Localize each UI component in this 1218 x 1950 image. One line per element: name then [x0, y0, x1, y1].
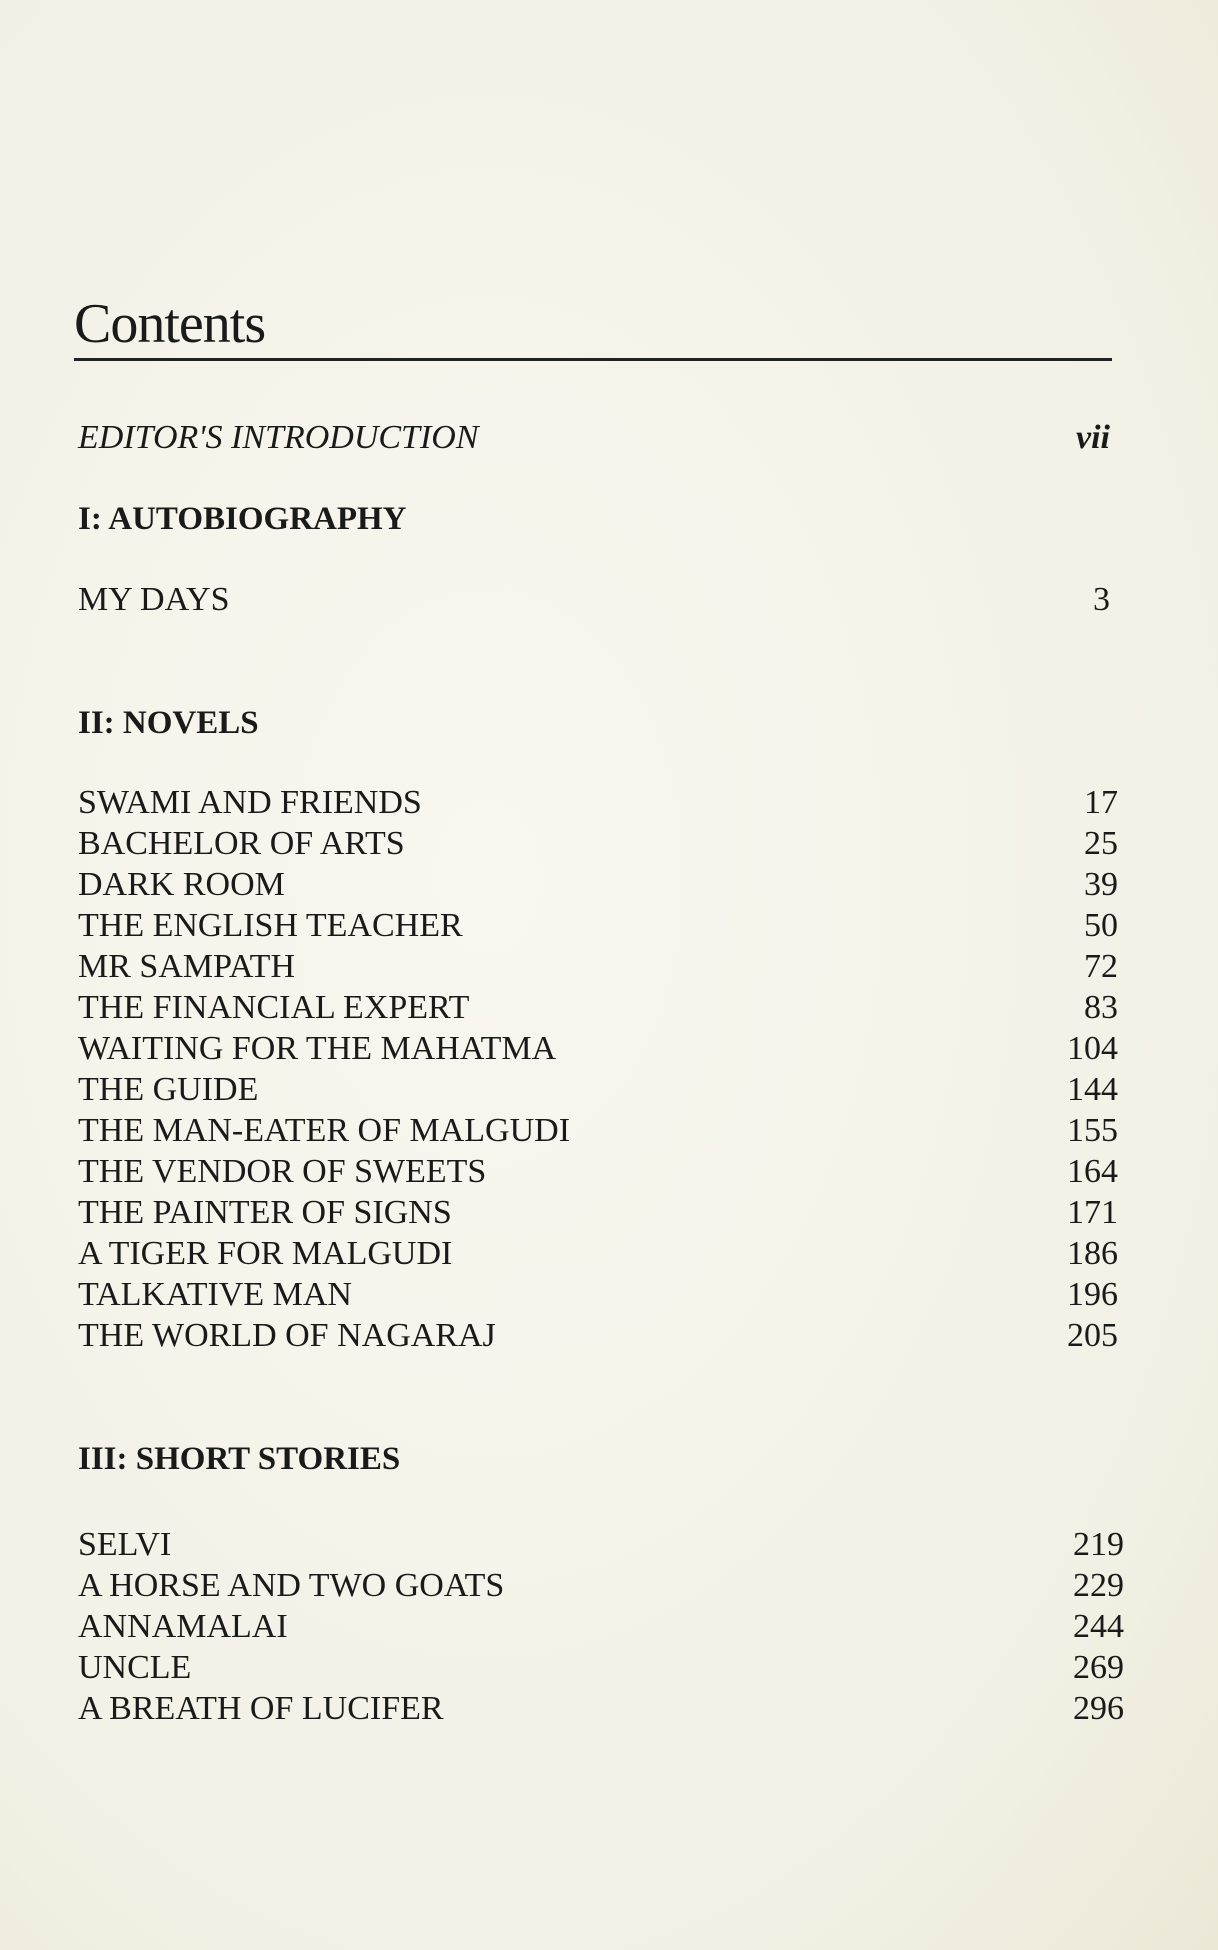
entry-label: MR SAMPATH — [78, 948, 295, 985]
title-rule — [74, 358, 1112, 361]
entry-label: TALKATIVE MAN — [78, 1276, 352, 1313]
entry-page: 164 — [1067, 1153, 1118, 1190]
toc-entry — [78, 864, 1118, 905]
page-title: Contents — [74, 293, 266, 355]
entry-page: 171 — [1067, 1194, 1118, 1231]
toc-entry — [78, 1069, 1118, 1110]
novels-list — [78, 782, 1118, 1356]
toc-entry — [78, 1274, 1118, 1315]
toc-entry — [78, 1606, 1124, 1647]
toc-entry — [78, 1565, 1124, 1606]
entry-page: 17 — [1084, 784, 1118, 821]
section-heading: III: SHORT STORIES — [78, 1441, 401, 1477]
toc-entry — [78, 1110, 1118, 1151]
section-heading: II: NOVELS — [78, 705, 259, 741]
entry-page: 3 — [1093, 581, 1110, 618]
toc-entry — [78, 782, 1118, 823]
entry-page: 205 — [1067, 1317, 1118, 1354]
entry-label: SELVI — [78, 1526, 172, 1563]
toc-entry — [78, 905, 1118, 946]
toc-entry — [78, 1028, 1118, 1069]
entry-label: THE ENGLISH TEACHER — [78, 907, 463, 944]
entry-page: 72 — [1084, 948, 1118, 985]
entry-page: 50 — [1084, 907, 1118, 944]
entry-page: 186 — [1067, 1235, 1118, 1272]
entry-label: A TIGER FOR MALGUDI — [78, 1235, 453, 1272]
entry-label: EDITOR'S INTRODUCTION — [78, 419, 479, 456]
entry-page: 296 — [1073, 1690, 1124, 1727]
entry-label: MY DAYS — [78, 581, 230, 618]
entry-label: THE MAN-EATER OF MALGUDI — [78, 1112, 571, 1149]
section-heading: I: AUTOBIOGRAPHY — [78, 501, 407, 537]
toc-entry — [78, 1688, 1124, 1729]
toc-entry-intro — [78, 418, 1110, 458]
entry-label: THE PAINTER OF SIGNS — [78, 1194, 452, 1231]
entry-page: vii — [1076, 419, 1110, 456]
entry-label: A HORSE AND TWO GOATS — [78, 1567, 505, 1604]
entry-page: 196 — [1067, 1276, 1118, 1313]
toc-entry — [78, 1315, 1118, 1356]
entry-label: THE FINANCIAL EXPERT — [78, 989, 470, 1026]
entry-label: DARK ROOM — [78, 866, 285, 903]
toc-entry — [78, 987, 1118, 1028]
entry-page: 229 — [1073, 1567, 1124, 1604]
toc-entry — [78, 1647, 1124, 1688]
entry-label: A BREATH OF LUCIFER — [78, 1690, 444, 1727]
entry-label: UNCLE — [78, 1649, 192, 1686]
entry-label: THE WORLD OF NAGARAJ — [78, 1317, 496, 1354]
entry-page: 144 — [1067, 1071, 1118, 1108]
short-stories-list — [78, 1524, 1124, 1729]
toc-entry — [78, 580, 1110, 620]
toc-entry — [78, 823, 1118, 864]
toc-entry — [78, 1233, 1118, 1274]
entry-page: 83 — [1084, 989, 1118, 1026]
toc-entry — [78, 1192, 1118, 1233]
entry-label: SWAMI AND FRIENDS — [78, 784, 422, 821]
entry-page: 219 — [1073, 1526, 1124, 1563]
entry-label: WAITING FOR THE MAHATMA — [78, 1030, 557, 1067]
entry-page: 25 — [1084, 825, 1118, 862]
entry-page: 39 — [1084, 866, 1118, 903]
toc-entry — [78, 946, 1118, 987]
entry-page: 269 — [1073, 1649, 1124, 1686]
entry-label: THE GUIDE — [78, 1071, 259, 1108]
entry-page: 155 — [1067, 1112, 1118, 1149]
toc-entry — [78, 1151, 1118, 1192]
entry-label: BACHELOR OF ARTS — [78, 825, 405, 862]
toc-entry — [78, 1524, 1124, 1565]
entry-label: THE VENDOR OF SWEETS — [78, 1153, 487, 1190]
entry-label: ANNAMALAI — [78, 1608, 288, 1645]
entry-page: 104 — [1067, 1030, 1118, 1067]
entry-page: 244 — [1073, 1608, 1124, 1645]
